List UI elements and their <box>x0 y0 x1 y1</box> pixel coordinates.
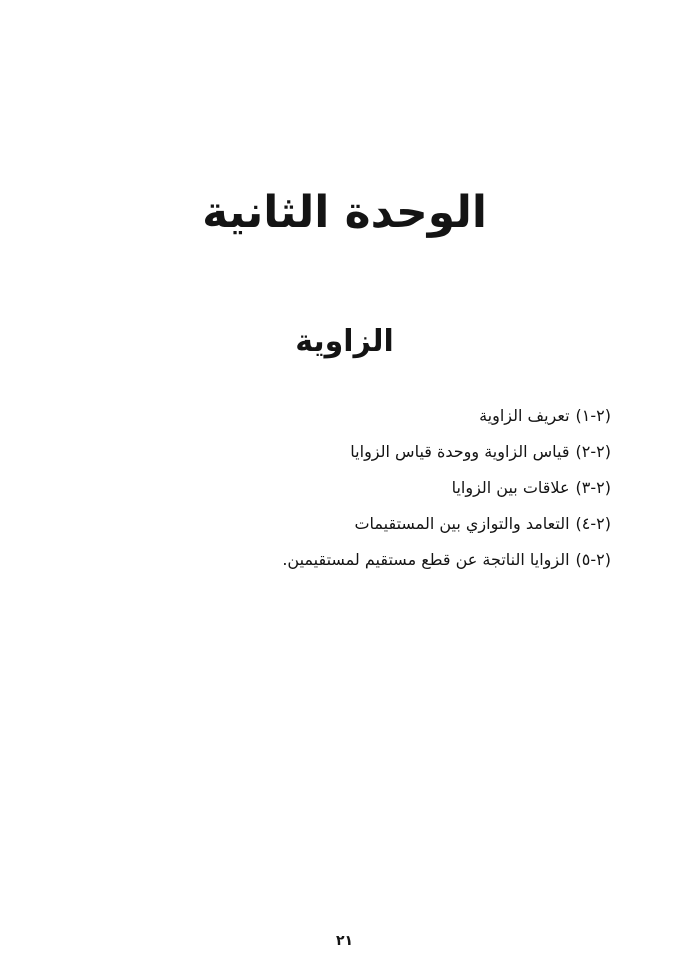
toc-item-label: التعامد والتوازي بين المستقيمات <box>354 514 570 533</box>
page-number: ٢١ <box>335 933 354 949</box>
toc-item-1 <box>191 398 611 434</box>
toc-item-label: تعريف الزاوية <box>479 406 570 425</box>
toc-item-4 <box>191 506 611 542</box>
toc-item-label: قياس الزاوية ووحدة قياس الزوايا <box>350 442 570 461</box>
toc-item-number: (٢-٣) <box>575 478 611 497</box>
toc-item-2 <box>191 434 611 470</box>
toc-item-label: علاقات بين الزوايا <box>451 478 570 497</box>
toc-item-3 <box>191 470 611 506</box>
unit-title: الوحدة الثانية <box>202 187 487 238</box>
toc-item-number: (٢-١) <box>575 406 611 425</box>
toc-item-label: الزوايا الناتجة عن قطع مستقيم لمستقيمين. <box>282 550 570 569</box>
table-of-contents <box>191 398 611 578</box>
toc-item-number: (٢-٥) <box>575 550 611 569</box>
toc-item-number: (٢-٤) <box>575 514 611 533</box>
toc-item-5 <box>191 542 611 578</box>
unit-subtitle: الزاوية <box>295 324 394 359</box>
toc-item-number: (٢-٢) <box>575 442 611 461</box>
